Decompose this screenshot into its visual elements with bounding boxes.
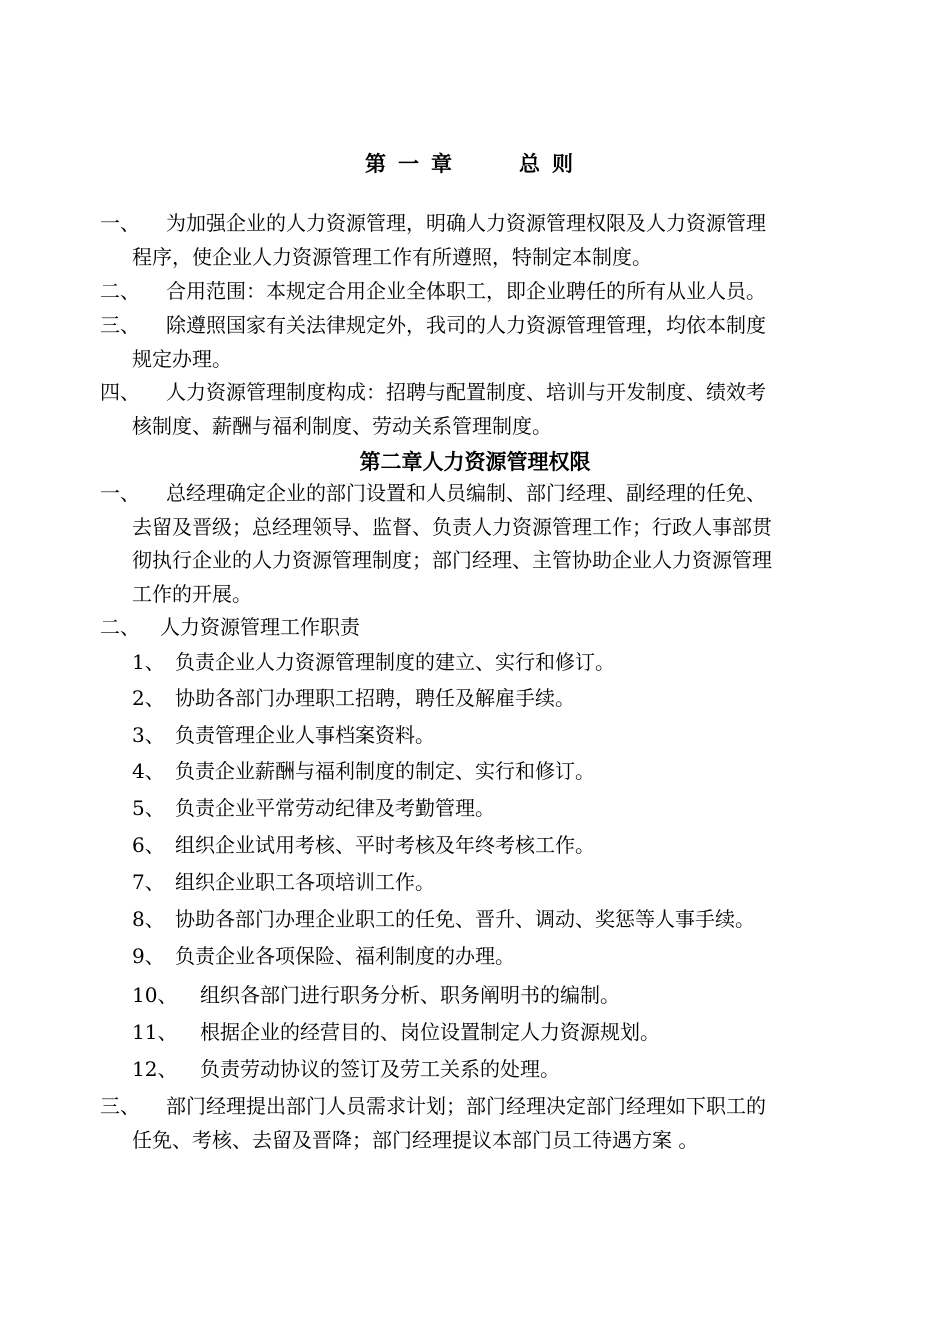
chapter-1-name: 总则 [519,151,585,176]
list-item-number: 4、 [132,759,165,783]
chapter-2-paragraph [100,477,860,611]
chapter-1-number: 第一章 [365,151,464,176]
paragraph-line: 核制度、薪酬与福利制度、劳动关系管理制度。 [132,413,552,438]
chapter-2-paragraph [100,1090,860,1157]
list-item-number: 10、 [132,983,178,1007]
list-item-number: 1、 [132,650,165,674]
list-item [132,1017,852,1047]
paragraph-number: 三、 [100,1094,140,1118]
list-item-text: 组织各部门进行职务分析、职务阐明书的编制。 [200,983,620,1007]
list-item-number: 2、 [132,686,165,710]
paragraph-line: 合用范围：本规定合用企业全体职工，即企业聘任的所有从业人员。 [166,279,766,303]
paragraph-line: 去留及晋级；总经理领导、监督、负责人力资源管理工作；行政人事部贯 [132,514,772,539]
list-item-text: 协助各部门办理职工招聘，聘任及解雇手续。 [175,686,575,710]
list-item-text: 负责管理企业人事档案资料。 [175,723,435,747]
list-item [132,980,852,1010]
list-item [132,867,852,897]
chapter-1-title [0,151,950,177]
list-item-text: 负责企业薪酬与福利制度的制定、实行和修订。 [175,759,595,783]
list-item-number: 3、 [132,723,165,747]
list-item [132,941,852,971]
list-item-text: 负责企业平常劳动纪律及考勤管理。 [175,796,495,820]
list-item [132,793,852,823]
paragraph-line: 人力资源管理工作职责 [160,615,360,639]
list-item [132,756,852,786]
paragraph-line: 除遵照国家有关法律规定外，我司的人力资源管理管理，均依本制度 [166,313,766,337]
paragraph-line: 规定办理。 [132,346,232,371]
list-item-number: 8、 [132,907,165,931]
list-item-text: 组织企业试用考核、平时考核及年终考核工作。 [175,833,595,857]
list-item-number: 12、 [132,1057,178,1081]
chapter-1-paragraph [100,275,860,309]
paragraph-line: 任免、考核、去留及晋降；部门经理提议本部门员工待遇方案 。 [132,1127,699,1152]
list-item-number: 11、 [132,1020,178,1044]
list-item-number: 6、 [132,833,165,857]
list-item [132,1054,852,1084]
list-item [132,830,852,860]
paragraph-number: 一、 [100,481,140,505]
paragraph-number: 二、 [100,279,140,303]
paragraph-number: 一、 [100,211,140,235]
paragraph-number: 四、 [100,380,140,404]
list-item [132,904,852,934]
chapter-2-title: 第二章人力资源管理权限 [359,449,591,474]
list-item [132,647,852,677]
paragraph-number: 三、 [100,313,140,337]
list-item-number: 7、 [132,870,165,894]
list-item-number: 5、 [132,796,165,820]
list-item-text: 协助各部门办理企业职工的任免、晋升、调动、奖惩等人事手续。 [175,907,755,931]
list-item-text: 负责劳动协议的签订及劳工关系的处理。 [200,1057,560,1081]
list-item [132,683,852,713]
paragraph-line: 工作的开展。 [132,581,252,606]
chapter-1-paragraph [100,376,860,443]
paragraph-line: 彻执行企业的人力资源管理制度；部门经理、主管协助企业人力资源管理 [132,548,772,572]
paragraph-line: 部门经理提出部门人员需求计划；部门经理决定部门经理如下职工的 [166,1094,766,1118]
list-item-text: 负责企业各项保险、福利制度的办理。 [175,944,515,968]
paragraph-number: 二、 [100,615,140,639]
paragraph-line: 程序，使企业人力资源管理工作有所遵照，特制定本制度。 [132,244,652,269]
list-item-text: 根据企业的经营目的、岗位设置制定人力资源规划。 [200,1020,660,1044]
chapter-1-paragraph [100,309,860,376]
list-item-text: 负责企业人力资源管理制度的建立、实行和修订。 [175,650,615,674]
chapter-1-paragraph [100,207,860,274]
paragraph-line: 总经理确定企业的部门设置和人员编制、部门经理、副经理的任免、 [166,481,766,505]
list-item-text: 组织企业职工各项培训工作。 [175,870,435,894]
chapter-2-paragraph [100,611,860,645]
list-item [132,720,852,750]
paragraph-line: 为加强企业的人力资源管理，明确人力资源管理权限及人力资源管理 [166,211,766,235]
paragraph-line: 人力资源管理制度构成：招聘与配置制度、培训与开发制度、绩效考 [166,380,766,404]
list-item-number: 9、 [132,944,165,968]
